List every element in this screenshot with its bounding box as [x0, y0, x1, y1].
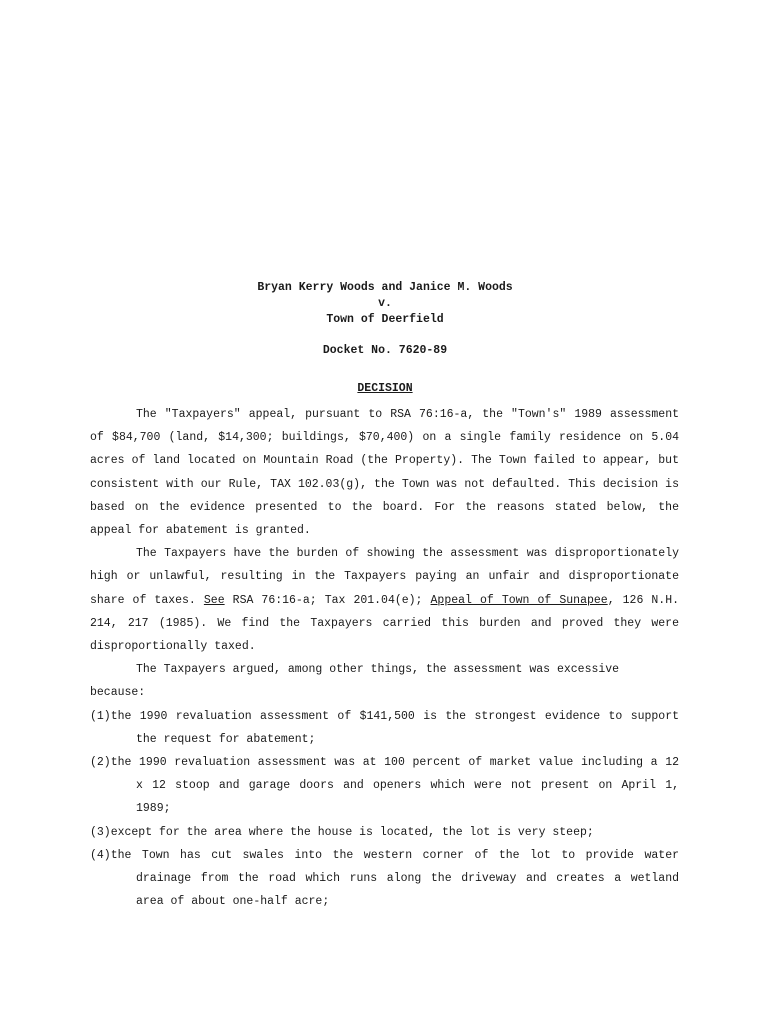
- argument-item-2: (2)the 1990 revaluation assessment was at 100 percent of market value including a 12 x 12 stoop and garage doors and openers which were not present on April 1, 1989;: [90, 756, 679, 816]
- docket-number: Docket No. 7620-89: [322, 344, 448, 357]
- burden-text-2: RSA 76:16-a; Tax 201.04(e);: [224, 593, 431, 607]
- burden-text-1: The Taxpayers have the burden of showing the assessment was disproportionately high or unlawful, resulting in the Taxpayers paying an unfair and disproportionate share of taxes.: [90, 547, 679, 607]
- case-parties-town: Town of Deerfield: [326, 313, 444, 326]
- argument-item-4: (4)the Town has cut swales into the western corner of the lot to provide water drainage from the road which runs along the driveway and creates a wetland area of about one-half acre;: [90, 848, 679, 909]
- argument-item-3: (3)except for the area where the house is located, the lot is very steep;: [90, 825, 594, 839]
- paragraph-burden-of-proof: [90, 542, 679, 658]
- paragraph-appeal-summary: The "Taxpayers" appeal, pursuant to RSA 76:16-a, the "Town's" 1989 assessment of $84,700 (land, $14,300; buildings, $70,400) on a single family residence on 5.04 acres of land located on Mountain Road (the Property). The Town failed to appear, but consistent with our Rule, TAX 102.03(g), the Town was not defaulted. This decision is based on the evidence presented to the board. For the reasons stated below, the appeal for abatement is granted.: [90, 408, 679, 538]
- paragraph-arguments-intro-cont: because:: [90, 686, 146, 700]
- burden-text-3: , 126 N.H. 214, 217 (1985). We find the Taxpayers carried this burden and proved they were disproportionally taxed.: [90, 593, 680, 654]
- case-versus: v.: [378, 297, 392, 310]
- decision-body: [90, 403, 679, 913]
- citation-case-name: Appeal of Town of Sunapee: [430, 593, 608, 607]
- paragraph-arguments-intro: The Taxpayers argued, among other things, the assessment was excessive: [136, 663, 620, 677]
- argument-item-1: (1)the 1990 revaluation assessment of $141,500 is the strongest evidence to support the request for abatement;: [90, 709, 679, 746]
- citation-see: See: [203, 593, 225, 607]
- case-parties-taxpayers: Bryan Kerry Woods and Janice M. Woods: [257, 281, 513, 294]
- decision-heading: DECISION: [357, 382, 413, 395]
